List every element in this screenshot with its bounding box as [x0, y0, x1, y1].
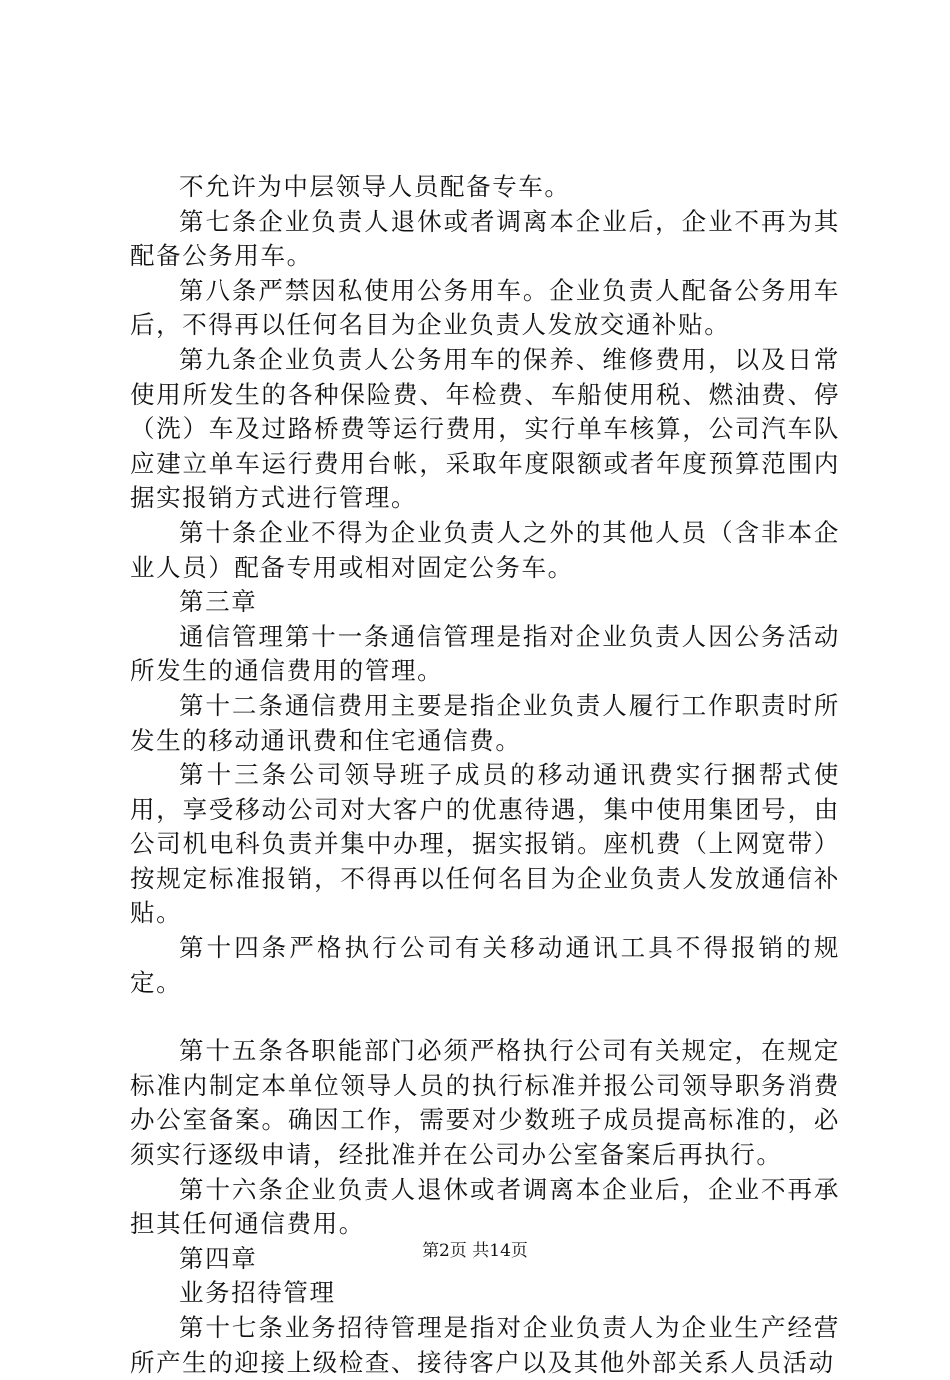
- document-body: [130, 170, 840, 1380]
- section-title-business-hospitality: 业务招待管理: [179, 1278, 336, 1308]
- paragraph-article-17: 第十七条业务招待管理是指对企业负责人为企业生产经营所产生的迎接上级检查、接待客户以及其他外部关系人员活动: [130, 1313, 840, 1377]
- paragraph-article-12: 第十二条通信费用主要是指企业负责人履行工作职责时所发生的移动通讯费和住宅通信费。: [130, 690, 840, 755]
- paragraph-article-9: 第九条企业负责人公务用车的保养、维修费用，以及日常使用所发生的各种保险费、年检费、车船使用税、燃油费、停（洗）车及过路桥费等运行费用，实行单车核算，公司汽车队应建立单车运行费用台帐，采取年度限额或者年度预算范围内据实报销方式进行管理。: [130, 344, 840, 513]
- paragraph-article-8: 第八条严禁因私使用公务用车。企业负责人配备公务用车后，不得再以任何名目为企业负责人发放交通补贴。: [130, 275, 840, 340]
- paragraph-article-7: 第七条企业负责人退休或者调离本企业后，企业不再为其配备公务用车。: [130, 206, 840, 271]
- paragraph-article-11: 通信管理第十一条通信管理是指对企业负责人因公务活动所发生的通信费用的管理。: [130, 621, 840, 686]
- paragraph-article-16: 第十六条企业负责人退休或者调离本企业后，企业不再承担其任何通信费用。: [130, 1174, 840, 1239]
- chapter-heading-3: 第三章: [179, 587, 258, 617]
- chapter-heading-4: 第四章: [179, 1243, 258, 1273]
- paragraph-article-10: 第十条企业不得为企业负责人之外的其他人员（含非本企业人员）配备专用或相对固定公务车。: [130, 517, 840, 582]
- paragraph-article-15: 第十五条各职能部门必须严格执行公司有关规定，在规定标准内制定本单位领导人员的执行标准并报公司领导职务消费办公室备案。确因工作，需要对少数班子成员提高标准的，必须实行逐级申请，经批准并在公司办公室备案后再执行。: [130, 1036, 840, 1170]
- page-number-footer: 第2页 共14页: [422, 1241, 528, 1261]
- paragraph-0: 不允许为中层领导人员配备专车。: [179, 172, 571, 201]
- paragraph-article-14: 第十四条严格执行公司有关移动通讯工具不得报销的规定。: [130, 933, 840, 997]
- paragraph-article-13: 第十三条公司领导班子成员的移动通讯费实行捆帮式使用，享受移动公司对大客户的优惠待遇，集中使用集团号，由公司机电科负责并集中办理，据实报销。座机费（上网宽带）按规定标准报销，不得再以任何名目为企业负责人发放通信补贴。: [130, 760, 840, 928]
